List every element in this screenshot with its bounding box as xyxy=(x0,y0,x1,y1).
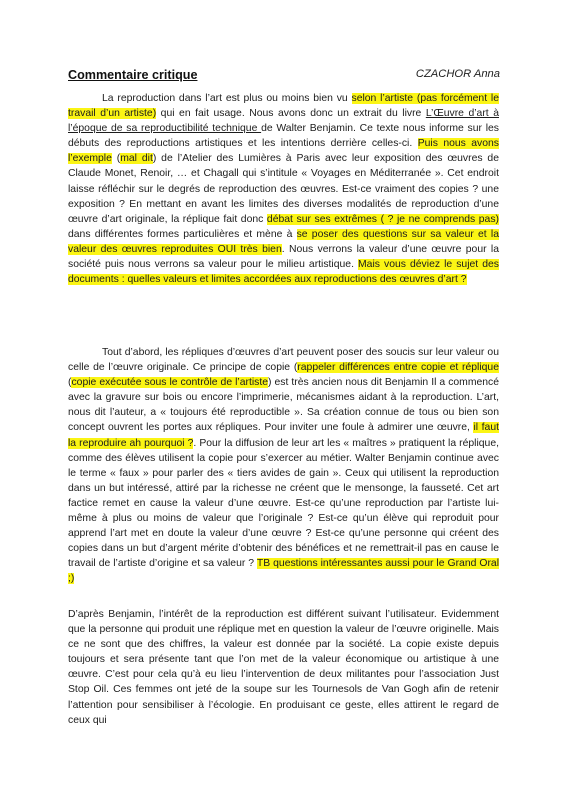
book-title: L’Œuvre d’art à l’époque de sa reproductibilité technique xyxy=(68,108,499,135)
text-run: qui en fait usage. Nous avons donc un extrait du livre xyxy=(156,108,426,120)
highlighted-comment: selon l’artiste (pas forcément le travail d’un artiste) xyxy=(68,93,499,120)
text-run: dans différentes formes particulières et mène à xyxy=(68,228,297,240)
highlighted-comment: copie exécutée sous le contrôle de l’artiste xyxy=(71,377,269,389)
highlighted-comment: mal dit xyxy=(120,153,153,165)
paragraph-second-part xyxy=(68,607,499,728)
highlighted-comment: se poser des questions sur sa valeur et la valeur des œuvres reproduites OUI très bien xyxy=(68,228,499,255)
text-run: . Nous verrons la valeur d’une œuvre pour la société puis nous verrons sa valeur pour le milieu artistique. xyxy=(68,243,499,271)
paragraph-introduction xyxy=(68,91,499,287)
highlighted-comment: il faut la reproduire ah pourquoi ? xyxy=(68,422,499,449)
text-run: D’après Benjamin, l’intérêt de la reproduction est différent suivant l’utilisateur. Evidemment que la personne qui produit une réplique met en question la valeur de l’œuvre originelle. Mais ce ne sont que des chiffres, la valeur est donnée par la société. La copie existe depuis toujours et sera présente tant que l’on met de la valeur économique ou artistique à une œuvre. C’est pour cela qu’à eu lieu l’intervention de deux militantes pour l’association Just Stop Oil. Ces femmes ont jeté de la soupe sur les Tournesols de Van Gogh afin de retenir l’attention pour sensibiliser à l’écologie. En produisant ce geste, elles attirent le regard de ceux qui xyxy=(68,609,499,726)
text-run: ( xyxy=(111,153,121,165)
highlighted-comment: rappeler différences entre copie et réplique xyxy=(297,362,499,374)
text-run: ) de l’Atelier des Lumières à Paris avec leur exposition des œuvres de Claude Monet, Renoir, … et Chagall qui s’intitule « Voyages en Méditerranée ». Cet endroit laisse réfléchir sur le degrés de reproduction des œuvres. Est-ce vraiment des copies ? une exposition ? En mettant en avant les limites des diverses modalités de reproduction d’une œuvre d’art originale, la réplique fait donc xyxy=(68,153,499,225)
paragraph-first-part xyxy=(68,345,499,587)
document-header xyxy=(68,68,500,86)
highlighted-comment: Puis nous avons l’exemple xyxy=(68,138,499,165)
highlighted-comment: débat sur ses extrêmes ( ? je ne comprends pas) xyxy=(266,213,499,225)
text-run: . Pour la diffusion de leur art les « maîtres » pratiquent la réplique, comme des élèves utilisent la copie pour s’exercer au métier. Walter Benjamin continue avec le terme « faux » pour parler des « tiers avides de gain ». Ceux qui utilisent la reproduction dans un but intéressé, attiré par la richesse ne créent que le mensonge, la fausseté. Cet art factice remet en cause la valeur d’une œuvre. Est-ce qu’une reproduction par l’artiste lui-même à plus ou moins de valeur que l’originale ? Est-ce qu’un élève qui reproduit pour apprend l’art met en doute la valeur d’une œuvre ? Est-ce qu’une personne qui créent des copies dans un but d’argent mérite d’obtenir des bénéfices et ne remettrait-il pas en cause le travail de l’artiste d’origine et sa valeur ? xyxy=(68,437,499,570)
text-run: de Walter Benjamin. Ce texte nous informe sur les débuts des reproductions artistiques et les intentions derrière celles-ci. xyxy=(68,123,499,150)
document-title: Commentaire critique xyxy=(68,68,198,82)
author-name: CZACHOR Anna xyxy=(415,68,500,80)
highlighted-comment: TB questions intéressantes aussi pour le Grand Oral ;) xyxy=(68,558,499,585)
text-run: La reproduction dans l’art est plus ou moins bien vu xyxy=(102,93,352,104)
text-run: Tout d’abord, les répliques d’œuvres d’art peuvent poser des soucis sur leur valeur ou celle de l’œuvre originale. Ce principe de copie ( xyxy=(68,347,499,374)
text-run: ) est très ancien nous dit Benjamin Il a commencé avec la gravure sur bois ou encore l’imprimerie, mécanismes aidant à la reproduction. L’art, nous dit l’auteur, a « toujours été reproductible ». Sa création connue de tous ou bien son concept ouvrent les portes aux répliques. Pour inviter une foule à admirer une œuvre, xyxy=(68,377,500,434)
text-run: ( xyxy=(68,377,72,389)
highlighted-comment: Mais vous déviez le sujet des documents : quelles valeurs et limites accordées aux reproductions des œuvres d’art ? xyxy=(68,259,499,286)
